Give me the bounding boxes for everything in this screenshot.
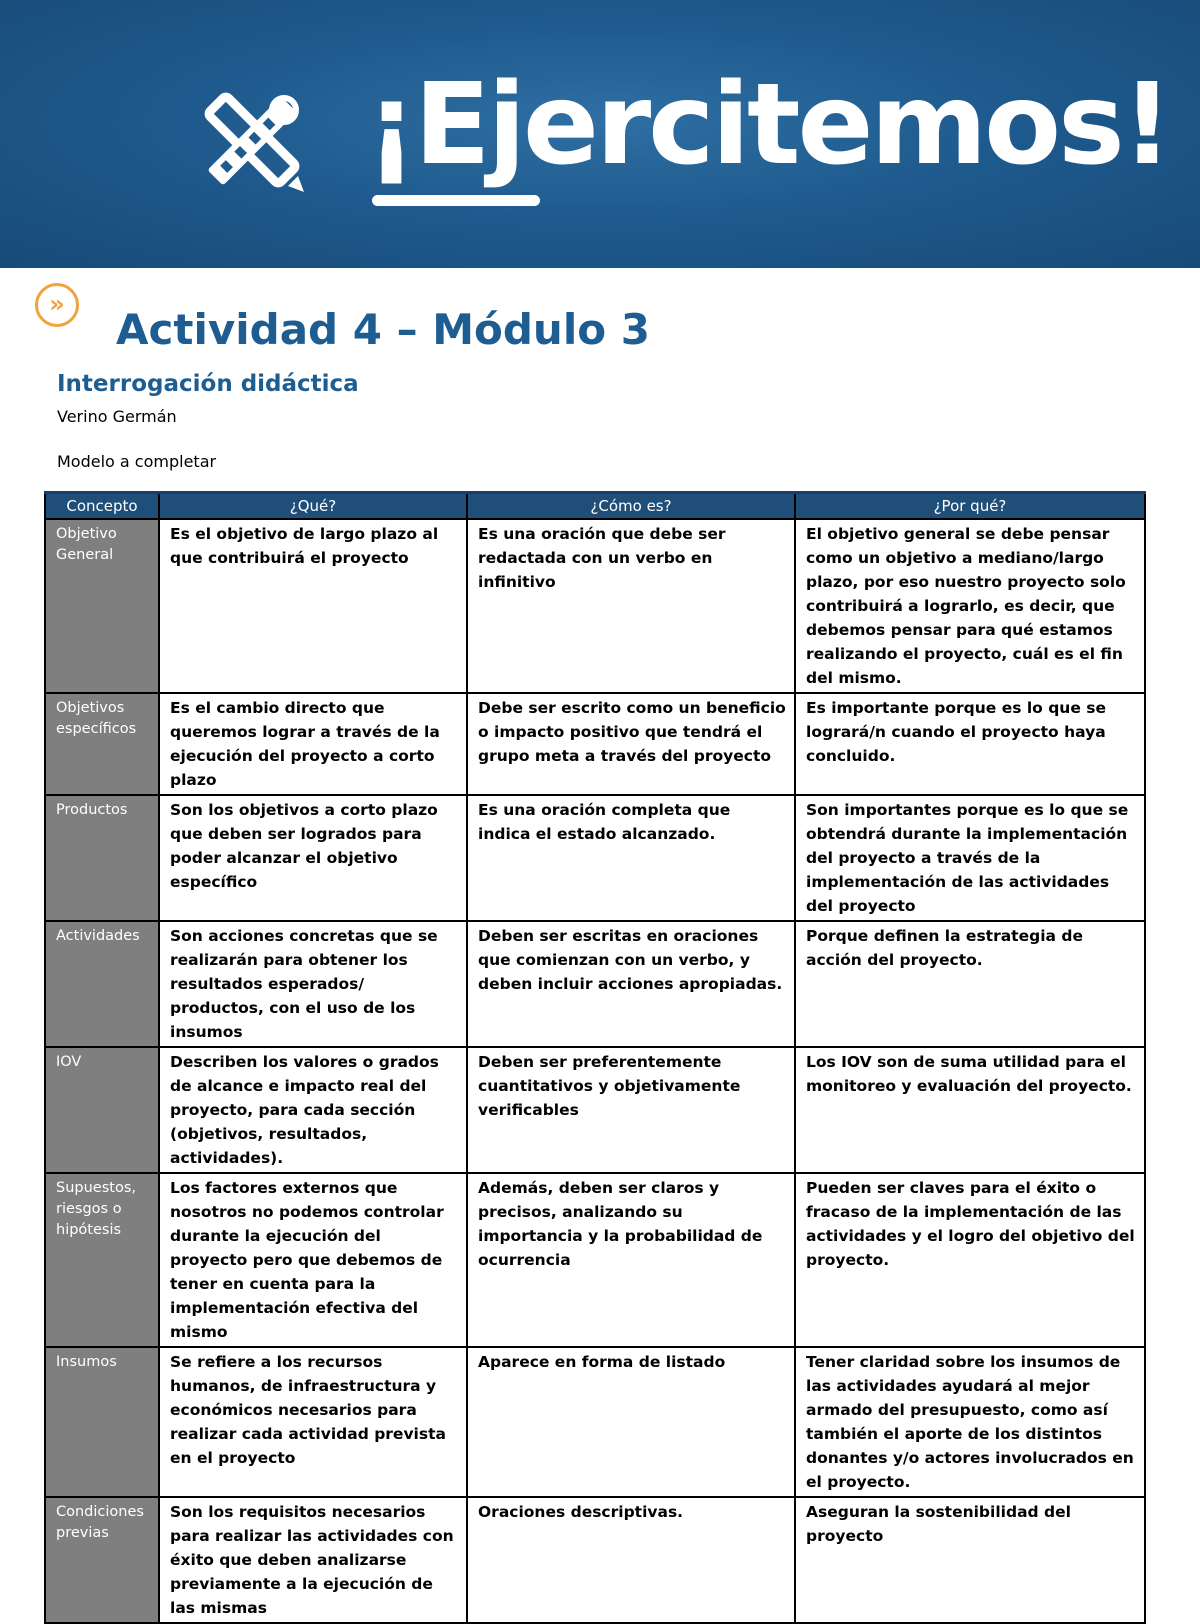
concept-cell: Actividades <box>45 921 159 1047</box>
porque-cell: El objetivo general se debe pensar como un objetivo a mediano/largo plazo, por eso nuestro proyecto solo contribuirá a lograrlo, es decir, que debemos pensar para qué estamos realizando el proyecto, cuál es el fin del mismo. <box>795 519 1145 693</box>
que-cell: Se refiere a los recursos humanos, de infraestructura y económicos necesarios para realizar cada actividad prevista en el proyecto <box>159 1347 467 1497</box>
model-label: Modelo a completar <box>57 452 217 471</box>
como-cell: Debe ser escrito como un beneficio o impacto positivo que tendrá el grupo meta a través del proyecto <box>467 693 795 795</box>
porque-cell: Pueden ser claves para el éxito o fracaso de la implementación de las actividades y el logro del objetivo del proyecto. <box>795 1173 1145 1347</box>
header-porque: ¿Por qué? <box>795 493 1145 520</box>
page-title: Actividad 4 – Módulo 3 <box>116 305 650 354</box>
header-que: ¿Qué? <box>159 493 467 520</box>
concept-table <box>44 491 1146 1624</box>
como-cell: Aparece en forma de listado <box>467 1347 795 1497</box>
table-row <box>45 921 1145 1047</box>
header-concepto: Concepto <box>45 493 159 520</box>
table-row <box>45 1497 1145 1623</box>
concept-cell: Supuestos, riesgos o hipótesis <box>45 1173 159 1347</box>
porque-cell: Son importantes porque es lo que se obtendrá durante la implementación del proyecto a través de la implementación de las actividades del proyecto <box>795 795 1145 921</box>
que-cell: Es el cambio directo que queremos lograr a través de la ejecución del proyecto a corto plazo <box>159 693 467 795</box>
porque-cell: Porque definen la estrategia de acción del proyecto. <box>795 921 1145 1047</box>
porque-cell: Es importante porque es lo que se logrará/n cuando el proyecto haya concluido. <box>795 693 1145 795</box>
double-chevron-right-icon[interactable]: » <box>35 283 79 327</box>
que-cell: Son acciones concretas que se realizarán para obtener los resultados esperados/ productos, con el uso de los insumos <box>159 921 467 1047</box>
concept-cell: IOV <box>45 1047 159 1173</box>
page-subtitle: Interrogación didáctica <box>57 371 359 397</box>
que-cell: Describen los valores o grados de alcance e impacto real del proyecto, para cada sección (objetivos, resultados, actividades). <box>159 1047 467 1173</box>
header-como: ¿Cómo es? <box>467 493 795 520</box>
table-row <box>45 1347 1145 1497</box>
que-cell: Los factores externos que nosotros no podemos controlar durante la ejecución del proyecto pero que debemos de tener en cuenta para la implementación efectiva del mismo <box>159 1173 467 1347</box>
table-row <box>45 693 1145 795</box>
porque-cell: Los IOV son de suma utilidad para el monitoreo y evaluación del proyecto. <box>795 1047 1145 1173</box>
como-cell: Es una oración que debe ser redactada con un verbo en infinitivo <box>467 519 795 693</box>
table-row <box>45 519 1145 693</box>
concept-cell: Condiciones previas <box>45 1497 159 1623</box>
table-header-row <box>45 493 1145 520</box>
concept-cell: Objetivos específicos <box>45 693 159 795</box>
como-cell: Deben ser preferentemente cuantitativos y objetivamente verificables <box>467 1047 795 1173</box>
concept-cell: Insumos <box>45 1347 159 1497</box>
porque-cell: Aseguran la sostenibilidad del proyecto <box>795 1497 1145 1623</box>
que-cell: Es el objetivo de largo plazo al que contribuirá el proyecto <box>159 519 467 693</box>
como-cell: Deben ser escritas en oraciones que comienzan con un verbo, y deben incluir acciones apropiadas. <box>467 921 795 1047</box>
table-row <box>45 1047 1145 1173</box>
como-cell: Es una oración completa que indica el estado alcanzado. <box>467 795 795 921</box>
table-row <box>45 1173 1145 1347</box>
porque-cell: Tener claridad sobre los insumos de las actividades ayudará al mejor armado del presupuesto, como así también el aporte de los distintos donantes y/o actores involucrados en el proyecto. <box>795 1347 1145 1497</box>
banner-title: ¡Ejercitemos! <box>366 60 1170 190</box>
banner-underline <box>372 195 540 206</box>
concept-cell: Objetivo General <box>45 519 159 693</box>
que-cell: Son los requisitos necesarios para realizar las actividades con éxito que deben analizarse previamente a la ejecución de las mismas <box>159 1497 467 1623</box>
author-name: Verino Germán <box>57 407 177 426</box>
pencil-ruler-icon <box>192 82 312 202</box>
table-row <box>45 795 1145 921</box>
que-cell: Son los objetivos a corto plazo que deben ser logrados para poder alcanzar el objetivo específico <box>159 795 467 921</box>
como-cell: Además, deben ser claros y precisos, analizando su importancia y la probabilidad de ocurrencia <box>467 1173 795 1347</box>
como-cell: Oraciones descriptivas. <box>467 1497 795 1623</box>
banner <box>0 0 1200 268</box>
concept-cell: Productos <box>45 795 159 921</box>
